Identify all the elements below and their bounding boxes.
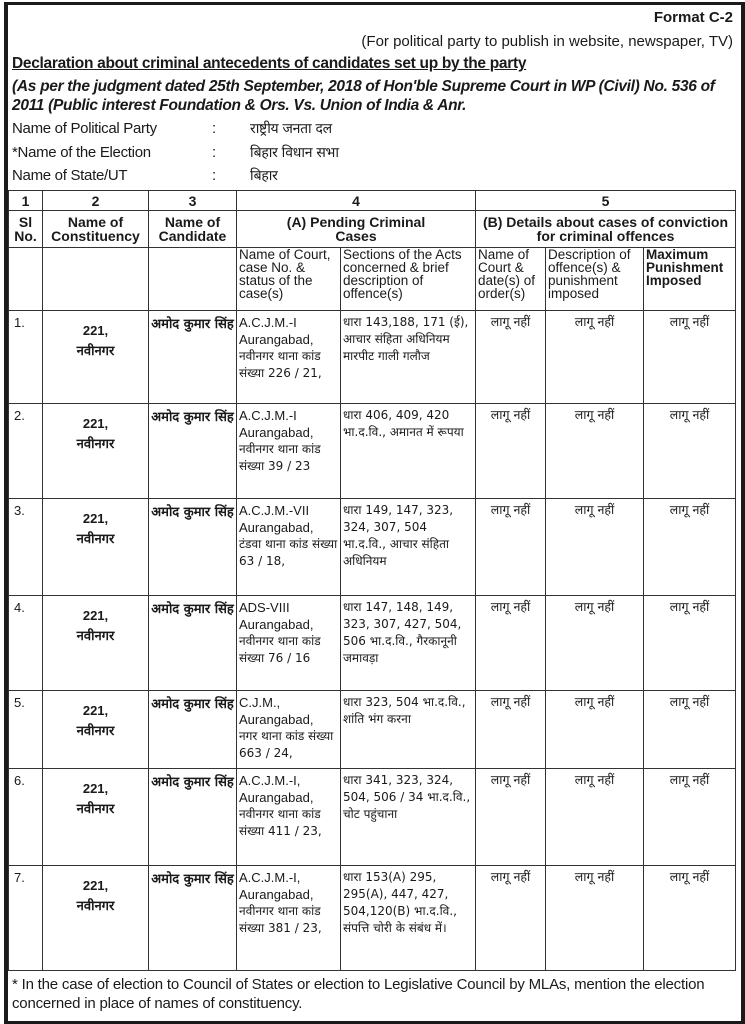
constituency-cell: 221, नवीनगर [43,769,149,866]
sl-number: 2. [9,404,43,499]
conviction-description-cell: लागू नहीं [546,866,644,971]
sections-cell: धारा 323, 504 भा.द.वि., शांति भंग करना [341,691,476,769]
sl-number: 4. [9,596,43,691]
sl-number: 7. [9,866,43,971]
sl-number: 5. [9,691,43,769]
court-case-cell: C.J.M., Aurangabad, नगर थाना कांड संख्या 663 / 24, [237,691,341,769]
declaration-title: Declaration about criminal antecedents of candidates set up by the party [12,55,527,72]
max-punishment-cell: लागू नहीं [644,691,736,769]
meta-label: *Name of the Election [12,144,151,161]
court-case-cell: A.C.J.M.-I, Aurangabad, नवीनगर थाना कांड संख्या 411 / 23, [237,769,341,866]
max-punishment-cell: लागू नहीं [644,311,736,404]
candidate-name: अमोद कुमार सिंह [149,404,237,499]
conviction-court-cell: लागू नहीं [476,866,546,971]
candidate-name: अमोद कुमार सिंह [149,691,237,769]
sections-cell: धारा 341, 323, 324, 504, 506 / 34 भा.द.वि., चोट पहुंचाना [341,769,476,866]
table-row [9,404,736,499]
conviction-description-cell: लागू नहीं [546,596,644,691]
meta-value: बिहार [250,168,278,184]
candidate-name: अमोद कुमार सिंह [149,311,237,404]
sections-cell: धारा 143,188, 171 (ई), आचार संहिता अधिनियम मारपीट गाली गलौज [341,311,476,404]
max-punishment-cell: लागू नहीं [644,404,736,499]
meta-value: राष्ट्रीय जनता दल [250,121,332,137]
col-number: 3 [149,191,237,211]
subheader-description: Description of offence(s) & punishment imposed [546,248,644,311]
meta-political-party: Name of Political Party : राष्ट्रीय जनता दल [12,120,332,137]
meta-state: Name of State/UT : बिहार [12,167,278,184]
conviction-court-cell: लागू नहीं [476,311,546,404]
candidate-name: अमोद कुमार सिंह [149,596,237,691]
header-candidate: Name of Candidate [149,211,237,248]
max-punishment-cell: लागू नहीं [644,769,736,866]
subheader-court-date: Name of Court & date(s) of order(s) [476,248,546,311]
publish-subtitle: (For political party to publish in website, newspaper, TV) [361,33,733,50]
constituency-cell: 221, नवीनगर [43,311,149,404]
table-row [9,499,736,596]
column-subheader-row [9,248,736,311]
column-number-row [9,191,736,211]
sections-cell: धारा 406, 409, 420 भा.द.वि., अमानत में रूपया [341,404,476,499]
subheader-sections: Sections of the Acts concerned & brief description of offence(s) [341,248,476,311]
constituency-cell: 221, नवीनगर [43,691,149,769]
format-label: Format C-2 [653,9,733,26]
conviction-description-cell: लागू नहीं [546,691,644,769]
court-case-cell: A.C.J.M.-I Aurangabad, नवीनगर थाना कांड संख्या 226 / 21, [237,311,341,404]
meta-election: *Name of the Election : बिहार विधान सभा [12,144,339,161]
header-constituency: Name of Constituency [43,211,149,248]
header-conviction-cases: (B) Details about cases of conviction for criminal offences [476,211,736,248]
sl-number: 3. [9,499,43,596]
conviction-court-cell: लागू नहीं [476,404,546,499]
criminal-antecedents-table [8,190,736,971]
col-number: 4 [237,191,476,211]
meta-label: Name of State/UT [12,167,128,184]
sections-cell: धारा 147, 148, 149, 323, 307, 427, 504, 506 भा.द.वि., गैरकानूनी जमावड़ा [341,596,476,691]
table-row [9,769,736,866]
judgment-reference: (As per the judgment dated 25th September, 2018 of Hon'ble Supreme Court in WP (Civil) No. 536 of 2011 (Public interest Foundation & Ors. Vs. Union of India & Anr. [12,78,715,114]
conviction-court-cell: लागू नहीं [476,596,546,691]
constituency-cell: 221, नवीनगर [43,499,149,596]
court-case-cell: A.C.J.M.-I Aurangabad, नवीनगर थाना कांड संख्या 39 / 23 [237,404,341,499]
header-sl: Sl No. [9,211,43,248]
col-number: 2 [43,191,149,211]
conviction-description-cell: लागू नहीं [546,499,644,596]
constituency-cell: 221, नवीनगर [43,596,149,691]
conviction-description-cell: लागू नहीं [546,404,644,499]
conviction-court-cell: लागू नहीं [476,691,546,769]
table-row [9,311,736,404]
footnote: * In the case of election to Council of States or election to Legislative Council by MLAs, mention the election concerned in place of names of constituency. [12,976,705,1012]
table-row [9,866,736,971]
court-case-cell: A.C.J.M.-I, Aurangabad, नवीनगर थाना कांड संख्या 381 / 23, [237,866,341,971]
meta-label: Name of Political Party [12,120,157,137]
sl-number: 6. [9,769,43,866]
sections-cell: धारा 149, 147, 323, 324, 307, 504 भा.द.वि., आचार संहिता अधिनियम [341,499,476,596]
court-case-cell: A.C.J.M.-VII Aurangabad, टंडवा थाना कांड संख्या 63 / 18, [237,499,341,596]
court-case-cell: ADS-VIII Aurangabad, नवीनगर थाना कांड संख्या 76 / 16 [237,596,341,691]
conviction-description-cell: लागू नहीं [546,769,644,866]
conviction-court-cell: लागू नहीं [476,499,546,596]
subheader-court-case: Name of Court, case No. & status of the case(s) [237,248,341,311]
max-punishment-cell: लागू नहीं [644,866,736,971]
sl-number: 1. [9,311,43,404]
conviction-description-cell: लागू नहीं [546,311,644,404]
candidate-name: अमोद कुमार सिंह [149,769,237,866]
max-punishment-cell: लागू नहीं [644,499,736,596]
constituency-cell: 221, नवीनगर [43,866,149,971]
conviction-court-cell: लागू नहीं [476,769,546,866]
meta-value: बिहार विधान सभा [250,145,339,161]
candidate-name: अमोद कुमार सिंह [149,866,237,971]
col-number: 5 [476,191,736,211]
table-row [9,596,736,691]
max-punishment-cell: लागू नहीं [644,596,736,691]
col-number: 1 [9,191,43,211]
header-pending-cases: (A) Pending Criminal Cases [237,211,476,248]
table-row [9,691,736,769]
sections-cell: धारा 153(A) 295, 295(A), 447, 427, 504,120(B) भा.द.वि., संपत्ति चोरी के संबंध में। [341,866,476,971]
candidate-name: अमोद कुमार सिंह [149,499,237,596]
column-title-row [9,211,736,248]
subheader-max-punishment: Maximum Punishment Imposed [644,248,736,311]
constituency-cell: 221, नवीनगर [43,404,149,499]
